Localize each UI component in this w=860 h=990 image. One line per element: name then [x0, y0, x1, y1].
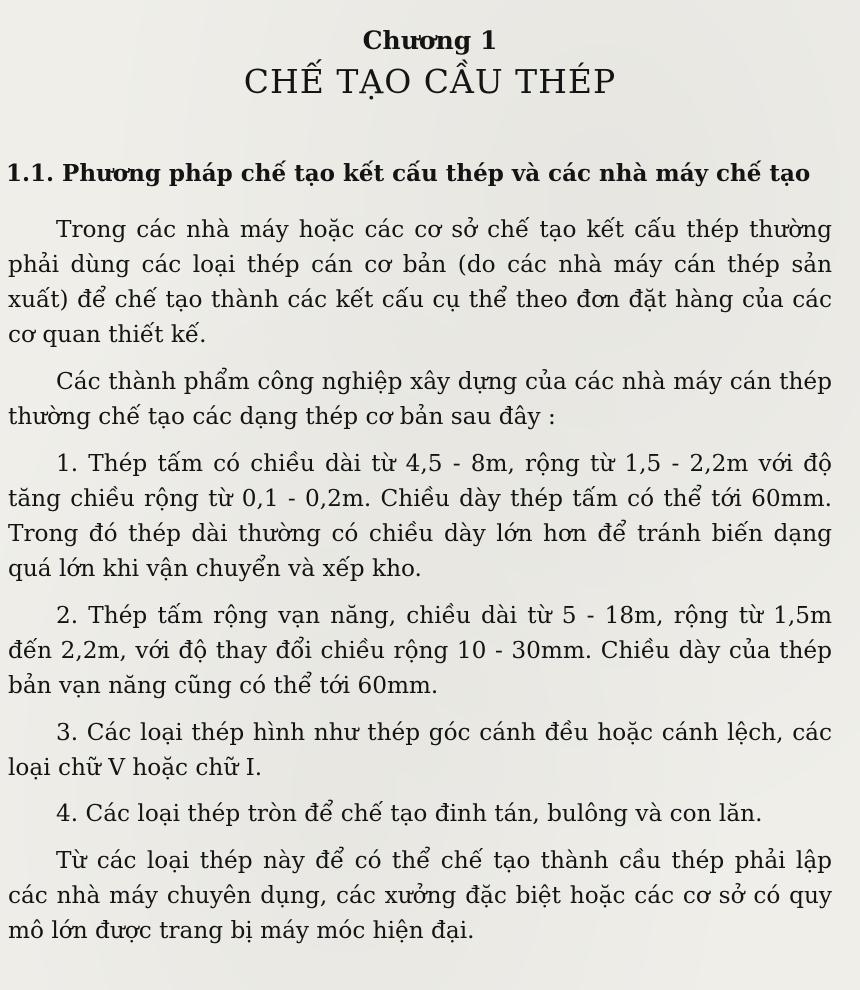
paragraph-item-1: 1. Thép tấm có chiều dài từ 4,5 - 8m, rộng từ 1,5 - 2,2m với độ tăng chiều rộng từ 0,1 - 0,2m. Chiều dày thép tấm có thể tới 60mm. Trong đó thép dài thường có chiều dày lớn hơn để tránh biến dạng quá lớn khi vận chuyển và xếp kho.: [8, 450, 832, 582]
chapter-title: CHẾ TẠO CẦU THÉP: [243, 62, 617, 101]
chapter-label: Chương 1: [362, 26, 498, 55]
section-heading: 1.1. Phương pháp chế tạo kết cấu thép và các nhà máy chế tạo: [6, 160, 811, 187]
paragraph-item-2: 2. Thép tấm rộng vạn năng, chiều dài từ 5 - 18m, rộng từ 1,5m đến 2,2m, với độ thay đổi chiều rộng 10 - 30mm. Chiều dày của thép bản vạn năng cũng có thể tới 60mm.: [8, 602, 832, 699]
paragraph-products: Các thành phẩm công nghiệp xây dựng của các nhà máy cán thép thường chế tạo các dạng thép cơ bản sau đây :: [8, 368, 832, 430]
paragraph-conclusion: Từ các loại thép này để có thể chế tạo thành cầu thép phải lập các nhà máy chuyên dụng, các xưởng đặc biệt hoặc các cơ sở có quy mô lớn được trang bị máy móc hiện đại.: [8, 847, 832, 944]
paragraph-item-3: 3. Các loại thép hình như thép góc cánh đều hoặc cánh lệch, các loại chữ V hoặc chữ I.: [8, 719, 832, 781]
paragraph-item-4: 4. Các loại thép tròn để chế tạo đinh tán, bulông và con lăn.: [56, 800, 763, 827]
paragraph-intro: Trong các nhà máy hoặc các cơ sở chế tạo kết cấu thép thường phải dùng các loại thép cán cơ bản (do các nhà máy cán thép sản xuất) để chế tạo thành các kết cấu cụ thể theo đơn đặt hàng của các cơ quan thiết kế.: [8, 216, 832, 348]
body-text: [8, 212, 832, 960]
